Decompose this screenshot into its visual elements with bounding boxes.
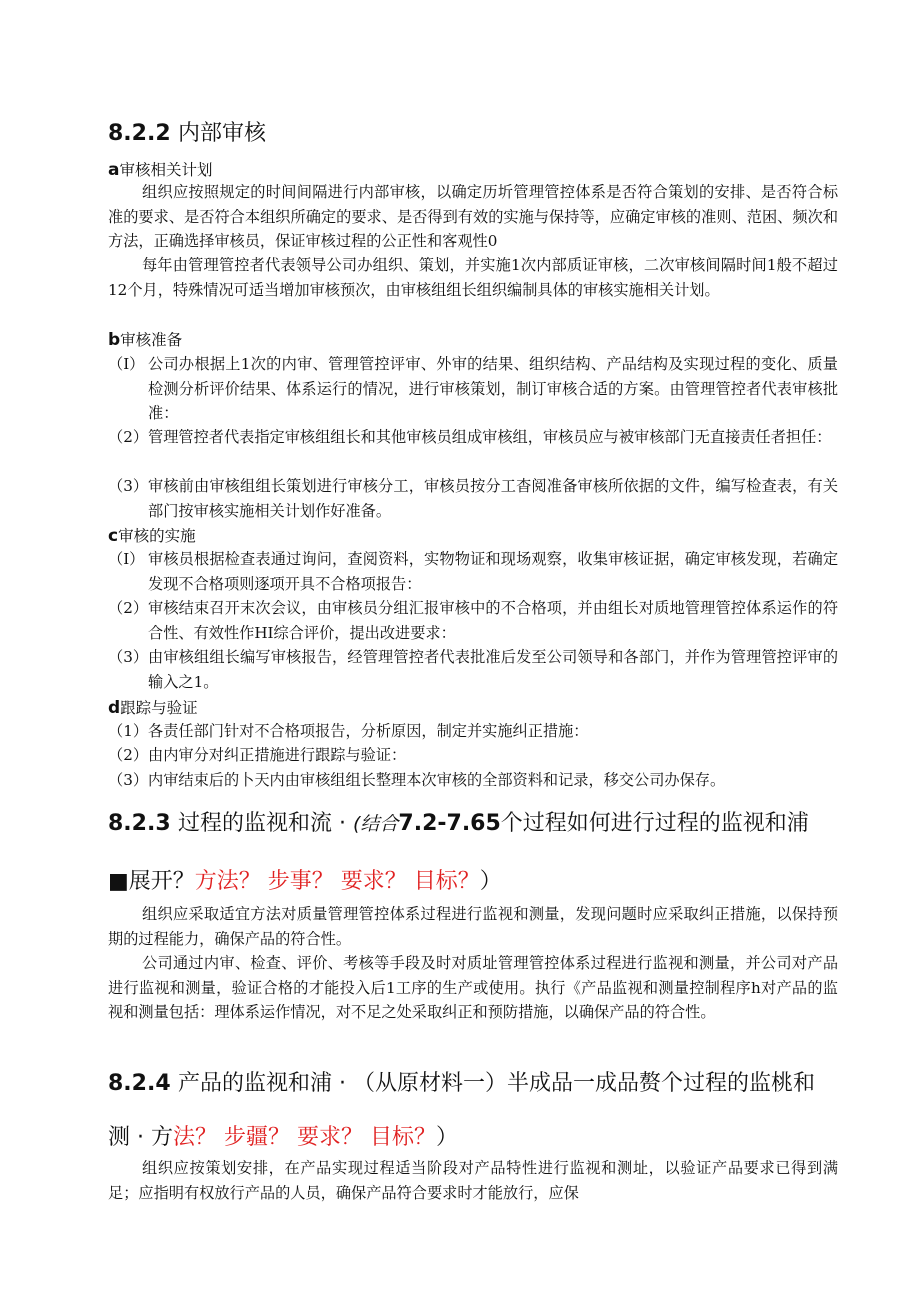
list-marker: （I）: [108, 550, 145, 568]
heading-questions-red: 方法？ 步事？ 要求？ 目标？: [194, 869, 480, 894]
list-item: [108, 547, 838, 596]
list-item: [108, 425, 838, 450]
paragraph: 每年由管理管控者代表领导公司办组织、策划，并实施1次内部质证审核，二次审核间隔时间1般不超过12个月，特殊情况可适当增加审核预次，由审核组组长组织编制具体的审核实施相关计划。: [108, 256, 838, 299]
list-item-text: 内审结束后的卜天内由审核组组长整理本次审核的全部资料和记录，移交公司办保存。: [148, 771, 726, 789]
list-item-text: 由审核组组长编写审核报告，经管理管控者代表批准后发至公司领导和各部门，并作为管理管控评审的输入之1。: [148, 648, 838, 691]
subsection-letter: d: [108, 698, 121, 718]
list-item-text: 审核结束召开末次会议，由审核员分组汇报审核中的不合格项，并由组长对质地管理管控体系运作的符合性、有效性作HI综合评价，提出改进要求：: [148, 599, 838, 642]
subsection-label: 审核的实施: [118, 527, 196, 545]
section-number: 8.2.2: [108, 121, 171, 146]
list-item: [108, 474, 838, 523]
list-marker: （3）: [108, 648, 149, 666]
paragraph: 组织应采取适宜方法对质量管理管控体系过程进行监视和测量，发现问题时应采取纠正措施，以保持预期的过程能力，确保产品的符合性。: [108, 905, 838, 948]
section-title: 过程的监视和流 ·: [178, 811, 353, 836]
list-item-text: 由内审分对纠正措施进行跟踪与验证：: [148, 746, 407, 764]
section-title: 产品的监视和浦 · （从原材料一）半成品一成品赘个过程的监桃和: [178, 1071, 815, 1096]
subsection-a-heading: [108, 158, 213, 180]
subsection-letter: b: [108, 330, 121, 350]
paragraph: 组织应按照规定的时间间隔进行内部审核，以确定历圻管理管控体系是否符合策划的安排、是否符合标准的要求、是否符合本组织所确定的要求、是否得到有效的实施与保持等，应确定审核的准则、范困、频次和方法，正确选择审核员，保证审核过程的公正性和客观性0: [108, 183, 838, 250]
section-heading-8-2-4: [108, 1066, 815, 1097]
subsection-label: 跟踪与验证: [120, 699, 198, 717]
section-title-part: 7.2-7.65: [398, 811, 501, 836]
list-marker: （3）: [108, 771, 149, 789]
section-title: 内部审核: [178, 121, 267, 146]
list-item: [108, 352, 838, 426]
subsection-letter: c: [108, 526, 119, 546]
list-item-text: 管理管控者代表指定审核组组长和其他审核员组成审核组，审核员应与被审核部门无直接责任者担任：: [148, 428, 832, 446]
list-marker: （I）: [108, 355, 145, 373]
list-marker: （2）: [108, 746, 149, 764]
subsection-letter: a: [108, 160, 120, 180]
heading-text: ■展开？: [108, 869, 195, 894]
list-marker: （2）: [108, 428, 149, 446]
list-item: [108, 768, 838, 793]
section-title-part: (结合: [352, 813, 399, 835]
heading-text: ）: [479, 869, 502, 894]
subsection-label: 审核准备: [120, 331, 183, 349]
list-item: [108, 596, 838, 645]
paragraph: 公司通过内审、检查、评价、考核等手段及时对质址管理管控体系过程进行监视和测量，并公司对产品进行监视和测量，验证合格的才能投入后1工序的生产或使用。执行《产品监视和测量控制程序h对产品的监视和测量包括：理体系运作情况，对不足之处采取纠正和预防措施，以确保产品的符合性。: [108, 954, 838, 1021]
list-item: [108, 743, 838, 768]
section-heading-8-2-2: [108, 116, 266, 147]
section-number: 8.2.4: [108, 1071, 171, 1096]
heading-text: ）: [435, 1125, 458, 1150]
list-item: [108, 645, 838, 694]
subsection-c-heading: [108, 524, 196, 546]
list-marker: （1）: [108, 722, 149, 740]
heading-questions-red: 法？ 步疆？ 要求？ 目标？: [172, 1125, 436, 1150]
paragraph: 组织应按策划安排，在产品实现过程适当阶段对产品特性进行监视和测址，以验证产品要求已得到满足；应指明有权放行产品的人员，确保产品符合要求时才能放行，应保: [108, 1159, 838, 1202]
list-item-text: 各责任部门针对不合格项报告，分析原因，制定并实施纠正措施：: [148, 722, 589, 740]
section-title-part: 个过程如何进行过程的监视和浦: [500, 811, 809, 836]
subsection-b-heading: [108, 328, 182, 350]
list-marker: （2）: [108, 599, 149, 617]
section-number: 8.2.3: [108, 811, 171, 836]
list-item-text: 公司办根据上1次的内审、管理管控评审、外审的结果、组织结构、产品结构及实现过程的变化、质量检测分析评价结果、体系运行的情况，进行审核策划，制订审核合适的方案。由管理管控者代表审核批准：: [148, 355, 838, 422]
list-item-text: 审核员根据检查表通过询问，查阅资料，实物物证和现场观察，收集审核证据，确定审核发现，若确定发现不合格项则逐项开具不合格项报告：: [148, 550, 838, 593]
subsection-d-heading: [108, 696, 198, 718]
list-item-text: 审核前由审核组组长策划进行审核分工，审核员按分工杳阅准备审核所依据的文件，编写检查表，有关部门按审核实施相关计划作好准备。: [148, 477, 838, 520]
section-heading-continuation: [108, 864, 502, 895]
list-marker: （3）: [108, 477, 149, 495]
subsection-label: 审核相关计划: [119, 161, 213, 179]
heading-text: 测 · 方: [108, 1125, 173, 1150]
section-heading-8-2-3: [108, 806, 809, 837]
list-item: [108, 719, 838, 744]
section-heading-continuation: [108, 1120, 458, 1151]
